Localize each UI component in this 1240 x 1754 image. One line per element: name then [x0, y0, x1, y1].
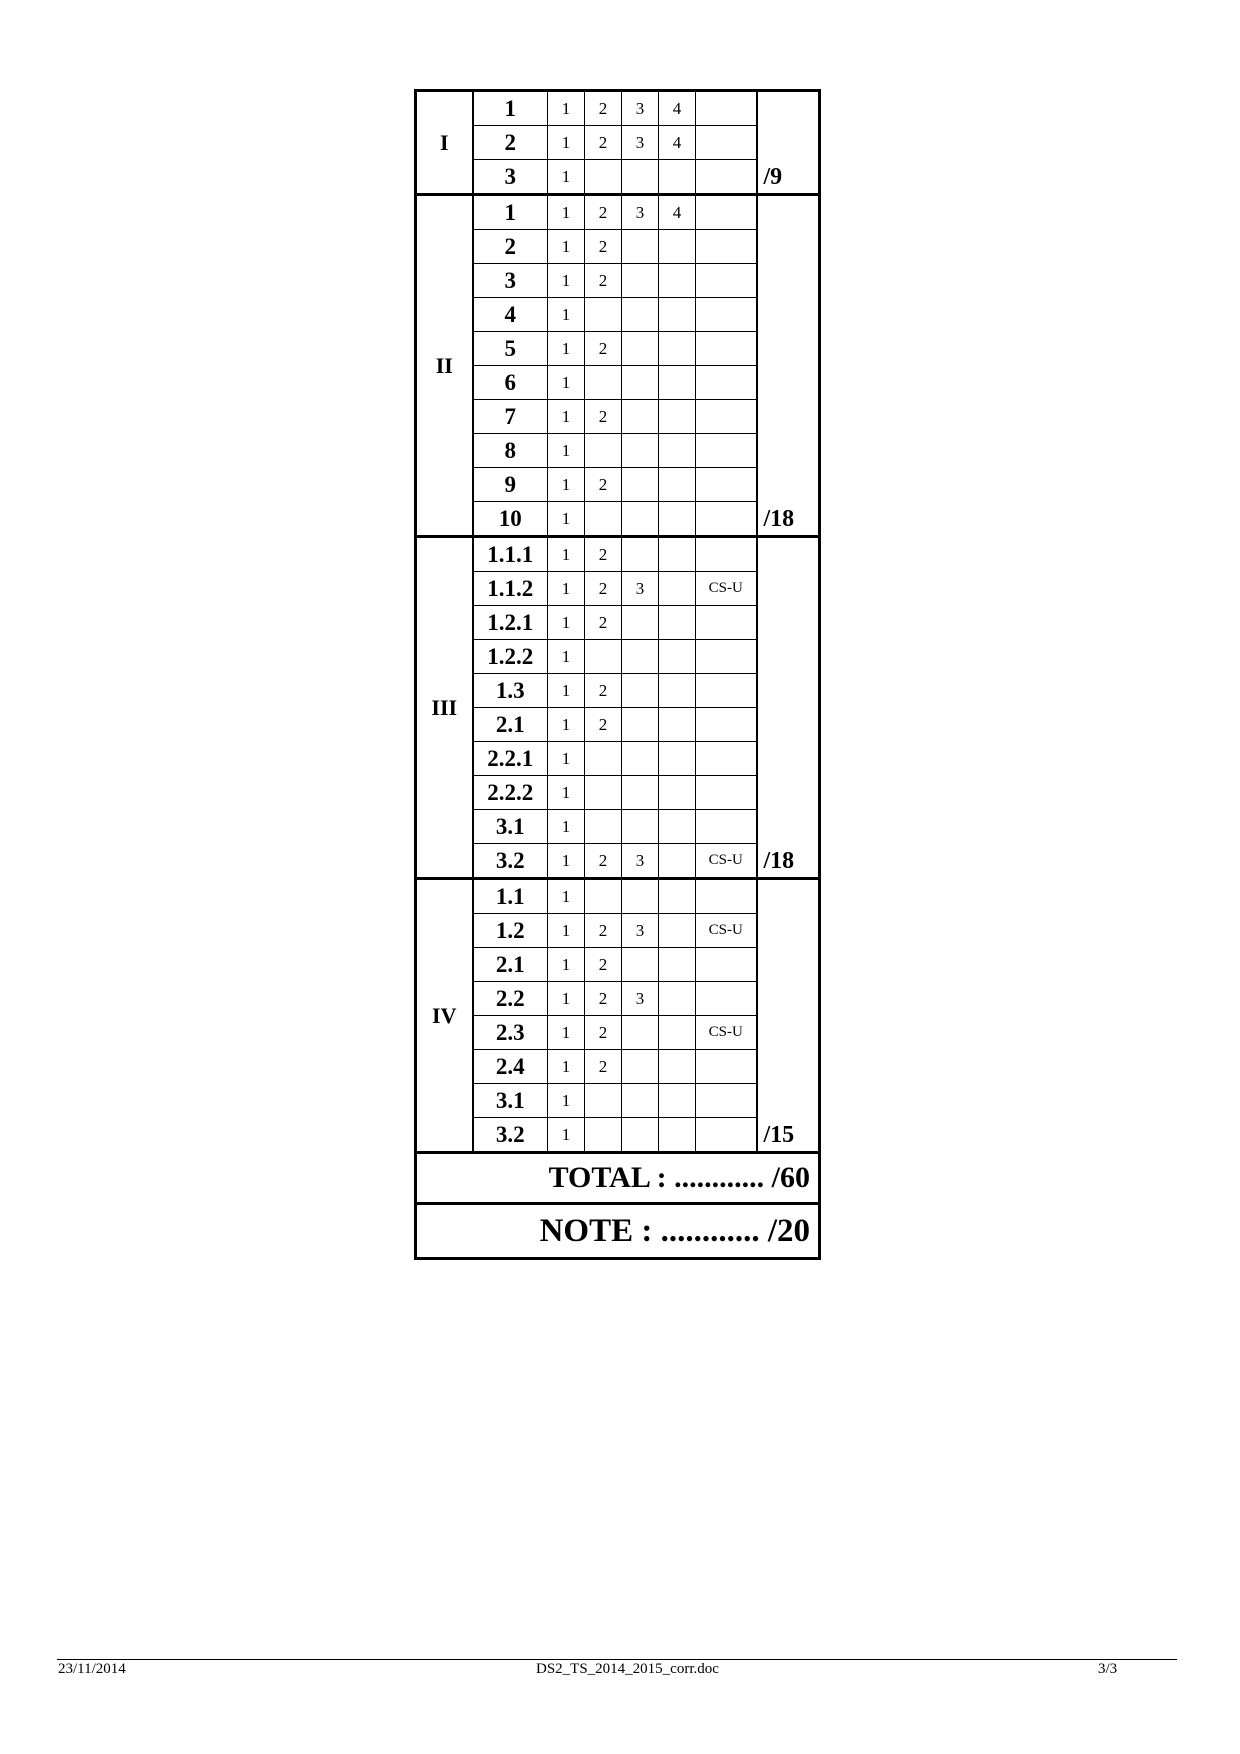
question-number: 7	[473, 400, 548, 434]
point-cell: 2	[585, 264, 622, 298]
point-cell	[659, 298, 696, 332]
point-cell: 2	[585, 126, 622, 160]
competence-cell	[696, 468, 757, 502]
point-cell	[622, 502, 659, 537]
question-number: 5	[473, 332, 548, 366]
point-cell	[622, 468, 659, 502]
point-cell: 1	[548, 160, 585, 195]
point-cell: 4	[659, 195, 696, 230]
point-cell	[659, 674, 696, 708]
point-cell: 2	[585, 468, 622, 502]
question-number: 6	[473, 366, 548, 400]
point-cell	[622, 708, 659, 742]
point-cell	[659, 948, 696, 982]
point-cell	[622, 537, 659, 572]
point-cell: 1	[548, 91, 585, 126]
note-line: NOTE : ............ /20	[416, 1204, 820, 1259]
competence-cell	[696, 742, 757, 776]
point-cell: 1	[548, 844, 585, 879]
point-cell: 3	[622, 91, 659, 126]
competence-cell	[696, 640, 757, 674]
competence-cell	[696, 1118, 757, 1153]
point-cell: 4	[659, 91, 696, 126]
question-number: 2.2	[473, 982, 548, 1016]
point-cell: 1	[548, 640, 585, 674]
point-cell	[622, 606, 659, 640]
section-label: III	[416, 537, 473, 879]
point-cell	[659, 606, 696, 640]
point-cell: 3	[622, 195, 659, 230]
point-cell	[659, 1050, 696, 1084]
question-number: 1.1	[473, 879, 548, 914]
competence-cell	[696, 264, 757, 298]
point-cell	[585, 1118, 622, 1153]
competence-cell	[696, 230, 757, 264]
point-cell: 1	[548, 1016, 585, 1050]
point-cell	[659, 844, 696, 879]
point-cell	[585, 366, 622, 400]
question-number: 8	[473, 434, 548, 468]
question-number: 1.2.2	[473, 640, 548, 674]
point-cell	[659, 982, 696, 1016]
point-cell	[622, 434, 659, 468]
point-cell: 1	[548, 1084, 585, 1118]
point-cell: 2	[585, 674, 622, 708]
point-cell	[659, 160, 696, 195]
question-number: 2	[473, 126, 548, 160]
question-number: 1.2.1	[473, 606, 548, 640]
point-cell	[585, 640, 622, 674]
point-cell	[659, 776, 696, 810]
point-cell: 1	[548, 810, 585, 844]
point-cell	[659, 914, 696, 948]
question-number: 1.3	[473, 674, 548, 708]
competence-cell	[696, 1050, 757, 1084]
table-row	[416, 879, 820, 914]
point-cell	[659, 742, 696, 776]
competence-cell	[696, 537, 757, 572]
point-cell	[659, 640, 696, 674]
point-cell	[622, 776, 659, 810]
point-cell	[622, 400, 659, 434]
point-cell: 1	[548, 572, 585, 606]
point-cell: 1	[548, 195, 585, 230]
competence-cell	[696, 434, 757, 468]
point-cell: 2	[585, 1016, 622, 1050]
point-cell: 2	[585, 230, 622, 264]
point-cell: 1	[548, 606, 585, 640]
point-cell: 2	[585, 91, 622, 126]
point-cell	[659, 572, 696, 606]
point-cell: 2	[585, 708, 622, 742]
point-cell	[622, 810, 659, 844]
competence-cell	[696, 982, 757, 1016]
point-cell: 1	[548, 264, 585, 298]
point-cell	[585, 810, 622, 844]
competence-cell	[696, 606, 757, 640]
question-number: 2	[473, 230, 548, 264]
point-cell	[659, 1084, 696, 1118]
point-cell: 1	[548, 230, 585, 264]
question-number: 1	[473, 91, 548, 126]
question-number: 3.1	[473, 810, 548, 844]
point-cell	[659, 434, 696, 468]
point-cell	[659, 332, 696, 366]
question-number: 4	[473, 298, 548, 332]
point-cell	[585, 776, 622, 810]
point-cell	[622, 948, 659, 982]
point-cell: 1	[548, 126, 585, 160]
point-cell: 3	[622, 982, 659, 1016]
point-cell: 3	[622, 126, 659, 160]
point-cell: 2	[585, 332, 622, 366]
competence-cell	[696, 810, 757, 844]
point-cell: 1	[548, 1050, 585, 1084]
point-cell	[659, 502, 696, 537]
point-cell: 2	[585, 914, 622, 948]
point-cell	[622, 1118, 659, 1153]
point-cell: 2	[585, 606, 622, 640]
question-number: 2.1	[473, 708, 548, 742]
point-cell	[622, 332, 659, 366]
point-cell	[585, 502, 622, 537]
competence-cell	[696, 776, 757, 810]
footer-rule	[57, 1659, 1177, 1660]
competence-cell	[696, 400, 757, 434]
question-number: 3.2	[473, 844, 548, 879]
point-cell: 2	[585, 1050, 622, 1084]
point-cell	[659, 708, 696, 742]
competence-cell: CS-U	[696, 914, 757, 948]
competence-cell: CS-U	[696, 572, 757, 606]
point-cell	[585, 1084, 622, 1118]
point-cell: 3	[622, 914, 659, 948]
section-label: II	[416, 195, 473, 537]
point-cell: 1	[548, 948, 585, 982]
table-row	[416, 537, 820, 572]
section-score: /15	[757, 879, 820, 1153]
grading-table	[414, 89, 821, 1260]
point-cell	[659, 400, 696, 434]
point-cell	[659, 366, 696, 400]
question-number: 9	[473, 468, 548, 502]
total-line: TOTAL : ............ /60	[416, 1153, 820, 1204]
point-cell	[622, 160, 659, 195]
competence-cell	[696, 366, 757, 400]
competence-cell	[696, 674, 757, 708]
point-cell	[622, 879, 659, 914]
competence-cell	[696, 91, 757, 126]
competence-cell	[696, 1084, 757, 1118]
question-number: 1.1.2	[473, 572, 548, 606]
point-cell	[659, 1118, 696, 1153]
point-cell: 1	[548, 982, 585, 1016]
question-number: 3	[473, 264, 548, 298]
point-cell: 1	[548, 298, 585, 332]
point-cell	[622, 298, 659, 332]
point-cell: 1	[548, 1118, 585, 1153]
competence-cell	[696, 879, 757, 914]
point-cell	[622, 230, 659, 264]
point-cell	[622, 1084, 659, 1118]
question-number: 10	[473, 502, 548, 537]
footer-filename: DS2_TS_2014_2015_corr.doc	[536, 1661, 719, 1677]
section-score: /18	[757, 537, 820, 879]
question-number: 1	[473, 195, 548, 230]
point-cell: 1	[548, 879, 585, 914]
question-number: 2.2.2	[473, 776, 548, 810]
competence-cell	[696, 502, 757, 537]
point-cell: 1	[548, 742, 585, 776]
point-cell	[659, 810, 696, 844]
point-cell	[585, 742, 622, 776]
point-cell: 1	[548, 776, 585, 810]
point-cell: 2	[585, 537, 622, 572]
point-cell: 3	[622, 572, 659, 606]
competence-cell	[696, 298, 757, 332]
competence-cell: CS-U	[696, 844, 757, 879]
section-score: /18	[757, 195, 820, 537]
point-cell: 1	[548, 332, 585, 366]
table-row	[416, 195, 820, 230]
point-cell	[659, 1016, 696, 1050]
competence-cell: CS-U	[696, 1016, 757, 1050]
section-label: IV	[416, 879, 473, 1153]
point-cell	[659, 230, 696, 264]
competence-cell	[696, 948, 757, 982]
point-cell: 1	[548, 468, 585, 502]
point-cell: 1	[548, 400, 585, 434]
point-cell	[659, 468, 696, 502]
question-number: 2.4	[473, 1050, 548, 1084]
question-number: 3.2	[473, 1118, 548, 1153]
point-cell: 3	[622, 844, 659, 879]
point-cell: 2	[585, 982, 622, 1016]
point-cell: 1	[548, 674, 585, 708]
question-number: 1.1.1	[473, 537, 548, 572]
point-cell	[659, 264, 696, 298]
competence-cell	[696, 195, 757, 230]
point-cell: 2	[585, 948, 622, 982]
point-cell	[622, 264, 659, 298]
point-cell: 1	[548, 537, 585, 572]
point-cell	[622, 366, 659, 400]
question-number: 3	[473, 160, 548, 195]
point-cell: 1	[548, 502, 585, 537]
point-cell	[622, 640, 659, 674]
point-cell	[622, 742, 659, 776]
point-cell: 2	[585, 195, 622, 230]
question-number: 2.3	[473, 1016, 548, 1050]
question-number: 2.2.1	[473, 742, 548, 776]
point-cell: 1	[548, 914, 585, 948]
point-cell: 2	[585, 572, 622, 606]
point-cell	[622, 1050, 659, 1084]
point-cell	[585, 434, 622, 468]
point-cell: 1	[548, 366, 585, 400]
point-cell	[585, 298, 622, 332]
point-cell	[659, 879, 696, 914]
question-number: 1.2	[473, 914, 548, 948]
question-number: 3.1	[473, 1084, 548, 1118]
footer-date: 23/11/2014	[58, 1661, 126, 1677]
competence-cell	[696, 126, 757, 160]
competence-cell	[696, 708, 757, 742]
point-cell: 1	[548, 434, 585, 468]
section-label: I	[416, 91, 473, 195]
competence-cell	[696, 160, 757, 195]
point-cell	[622, 674, 659, 708]
point-cell: 2	[585, 844, 622, 879]
footer-page-number: 3/3	[1098, 1661, 1118, 1677]
section-score: /9	[757, 91, 820, 195]
table-row	[416, 91, 820, 126]
question-number: 2.1	[473, 948, 548, 982]
point-cell	[622, 1016, 659, 1050]
point-cell: 1	[548, 708, 585, 742]
point-cell	[585, 879, 622, 914]
point-cell	[659, 537, 696, 572]
point-cell	[585, 160, 622, 195]
competence-cell	[696, 332, 757, 366]
point-cell: 4	[659, 126, 696, 160]
point-cell: 2	[585, 400, 622, 434]
